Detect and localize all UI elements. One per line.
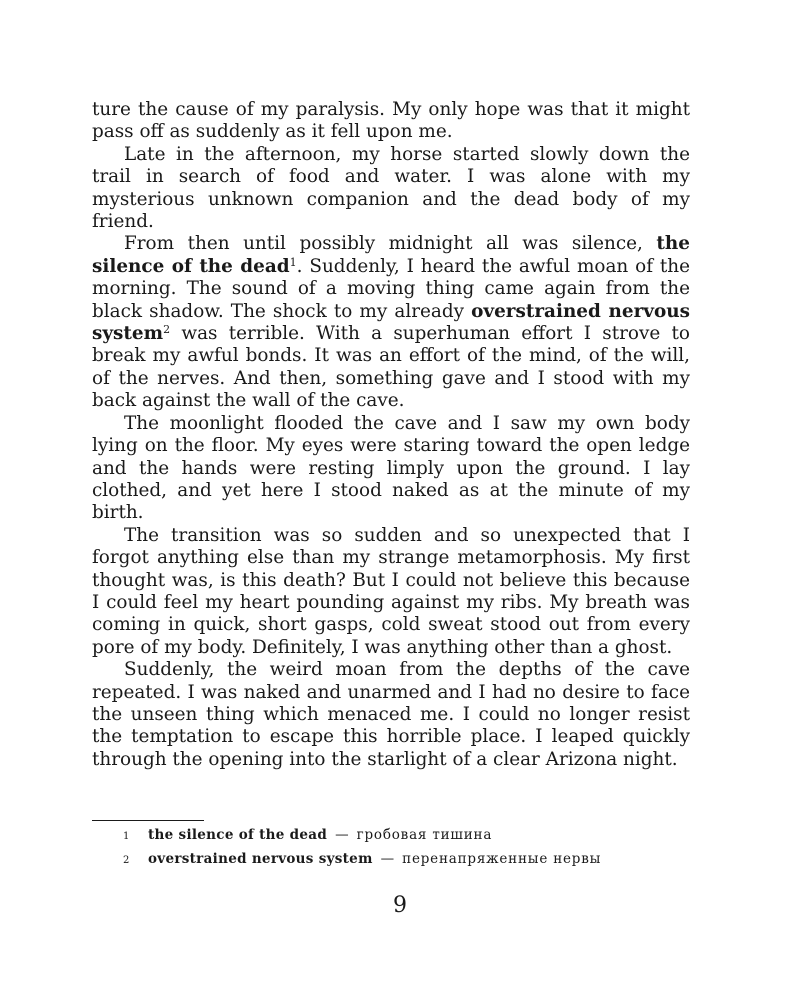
footnotes xyxy=(92,824,692,872)
footnote-term: overstrained nervous system xyxy=(148,851,373,867)
paragraph xyxy=(92,525,690,659)
paragraph xyxy=(92,659,690,771)
text-run: Suddenly, the weird moan from the depths of the cave repeated. I was naked and unarmed and I had no desire to face the unseen thing which menaced me. I could no longer resist the temptation to escape this horrible place. I leaped quickly through the opening into the starlight of a clear Arizona night. xyxy=(92,659,690,770)
footnote-dash: — xyxy=(380,851,395,867)
text-run: Late in the afternoon, my horse started slowly down the trail in search of food and water. I was alone with my mysterious unknown companion and the dead body of my friend. xyxy=(92,143,690,233)
paragraph xyxy=(92,413,690,525)
footnote xyxy=(92,824,692,848)
body-text xyxy=(92,99,690,771)
glossed-term: overstrained nervous system xyxy=(92,300,690,345)
paragraph xyxy=(92,99,690,144)
text-run: The transition was so sudden and so unexpected that I forgot anything else than my strange metamorphosis. My first thought was, is this death? But I could not believe this because I could feel my heart pounding against my ribs. My breath was coming in quick, short gasps, cold sweat stood out from every pore of my body. Definitely, I was anything other than a ghost. xyxy=(92,524,690,658)
glossed-term: the silence of the dead xyxy=(92,233,690,277)
footnote-rule xyxy=(92,820,204,821)
footnote-number: 1 xyxy=(123,831,130,842)
footnote-translation: гробовая тишина xyxy=(356,827,493,843)
footnote-term: the silence of the dead xyxy=(148,827,328,843)
text-run: The moonlight flooded the cave and I saw my own body lying on the floor. My eyes were staring toward the open ledge and the hands were resting limply upon the ground. I lay clothed, and yet here I stood naked as at the minute of my birth. xyxy=(92,412,690,524)
paragraph xyxy=(92,233,690,412)
footnote-dash: — xyxy=(335,827,349,843)
text-run: . Suddenly, I heard the awful moan of the morning. The sound of a moving thing came again from the black shadow. The shock to my already xyxy=(92,255,690,322)
page-number: 9 xyxy=(393,893,407,918)
footnote-number: 2 xyxy=(123,855,130,866)
footnote-translation: перенапряженные нервы xyxy=(402,851,602,867)
text-run: From then until possibly midnight all was silence, xyxy=(124,233,657,255)
paragraph xyxy=(92,144,690,234)
text-run: was terrible. With a superhuman effort I strove to break my awful bonds. It was an effort of the mind, of the will, of the nerves. And then, something gave and I stood with my back against the wall of the cave. xyxy=(92,323,690,412)
footnote-ref: 1 xyxy=(289,255,297,269)
footnote-ref: 2 xyxy=(163,323,171,337)
footnote xyxy=(92,848,692,872)
text-run: ture the cause of my paralysis. My only hope was that it might pass off as suddenly as it fell upon me. xyxy=(92,99,690,143)
